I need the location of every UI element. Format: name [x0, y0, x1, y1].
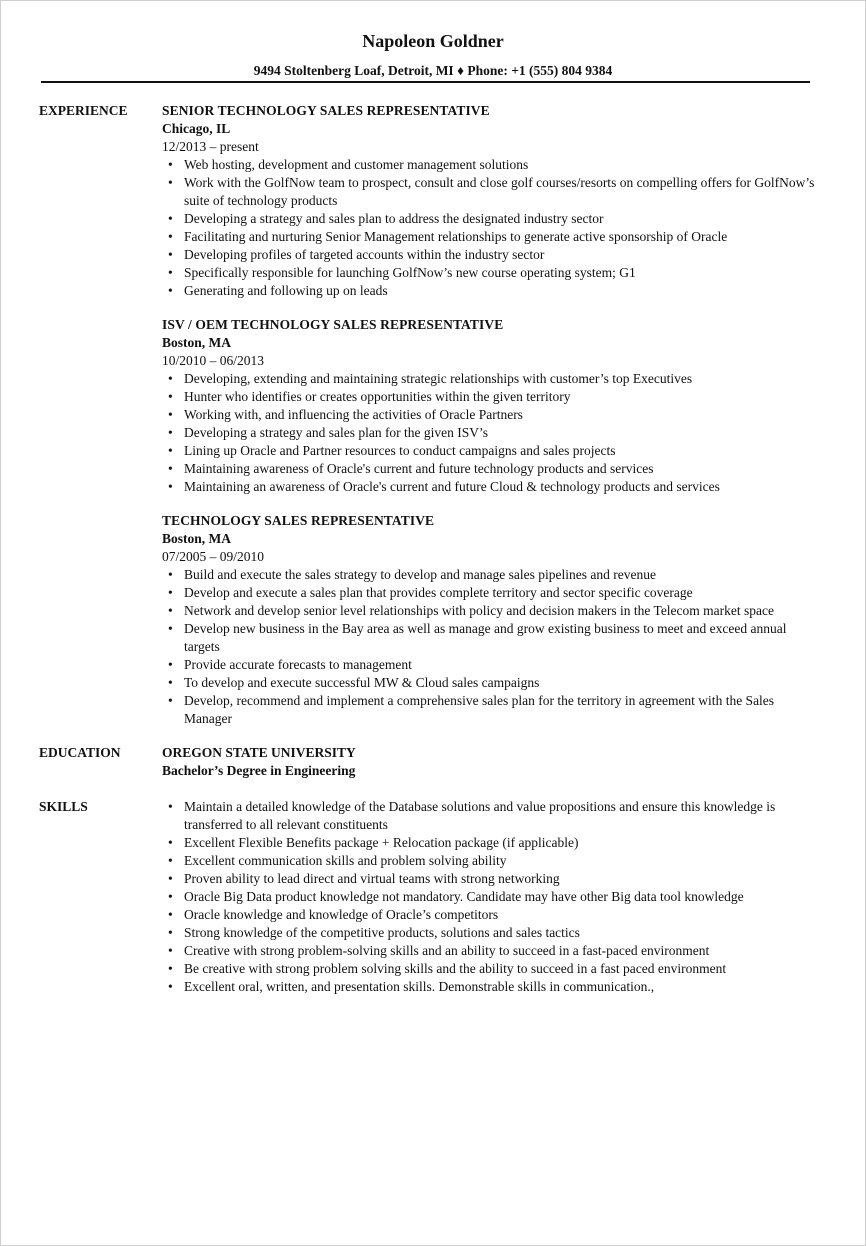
skill-item: • Excellent Flexible Benefits package + Relocation package (if applicable): [162, 834, 822, 852]
bullet-item: • Developing, extending and maintaining strategic relationships with customer’s top Executives: [162, 370, 822, 388]
job-entry: [162, 316, 822, 496]
skill-item: • Oracle knowledge and knowledge of Oracle’s competitors: [162, 906, 822, 924]
experience-heading: EXPERIENCE: [39, 103, 128, 118]
contact-line: 9494 Stoltenberg Loaf, Detroit, MI ♦ Phone: +1 (555) 804 9384: [253, 63, 613, 78]
bullet-item: • Develop new business in the Bay area as well as manage and grow existing business to meet and exceed annual targets: [162, 620, 822, 656]
school-name: OREGON STATE UNIVERSITY: [162, 745, 356, 760]
skills-body: [162, 798, 822, 996]
bullet-item: • Specifically responsible for launching GolfNow’s new course operating system; G1: [162, 264, 822, 282]
bullet-item: • Hunter who identifies or creates opportunities within the given territory: [162, 388, 822, 406]
job-entry: [162, 512, 822, 728]
job-dates: 07/2005 – 09/2010: [162, 549, 265, 564]
job-title: ISV / OEM TECHNOLOGY SALES REPRESENTATIVE: [162, 317, 504, 332]
skill-item: • Creative with strong problem-solving skills and an ability to succeed in a fast-paced environment: [162, 942, 822, 960]
skills-section: [1, 798, 865, 996]
job-bullets: [162, 370, 822, 496]
job-location: Boston, MA: [162, 335, 232, 350]
bullet-item: • Develop, recommend and implement a comprehensive sales plan for the territory in agreement with the Sales Manager: [162, 692, 822, 728]
degree: Bachelor’s Degree in Engineering: [162, 763, 356, 778]
job-location: Boston, MA: [162, 531, 232, 546]
experience-section: [1, 102, 865, 728]
skill-item: • Excellent communication skills and problem solving ability: [162, 852, 822, 870]
job-bullets: [162, 566, 822, 728]
bullet-item: • To develop and execute successful MW & Cloud sales campaigns: [162, 674, 822, 692]
skill-item: • Proven ability to lead direct and virtual teams with strong networking: [162, 870, 822, 888]
job-title: TECHNOLOGY SALES REPRESENTATIVE: [162, 513, 435, 528]
bullet-item: • Lining up Oracle and Partner resources to conduct campaigns and sales projects: [162, 442, 822, 460]
skill-item: • Strong knowledge of the competitive products, solutions and sales tactics: [162, 924, 822, 942]
skills-list: [162, 798, 822, 996]
education-body: [162, 744, 822, 780]
experience-body: [162, 102, 822, 728]
bullet-item: • Provide accurate forecasts to management: [162, 656, 822, 674]
job-title: SENIOR TECHNOLOGY SALES REPRESENTATIVE: [162, 103, 490, 118]
bullet-item: • Working with, and influencing the activities of Oracle Partners: [162, 406, 822, 424]
bullet-item: • Maintaining an awareness of Oracle's current and future Cloud & technology products and services: [162, 478, 822, 496]
bullet-item: • Facilitating and nurturing Senior Management relationships to generate active sponsorship of Oracle: [162, 228, 822, 246]
skills-heading: SKILLS: [39, 799, 88, 814]
bullet-item: • Developing profiles of targeted accounts within the industry sector: [162, 246, 822, 264]
resume-content: [1, 102, 865, 996]
candidate-name: Napoleon Goldner: [362, 31, 504, 51]
job-dates: 10/2010 – 06/2013: [162, 353, 265, 368]
job-location: Chicago, IL: [162, 121, 231, 136]
header-divider: [41, 81, 810, 83]
bullet-item: • Develop and execute a sales plan that provides complete territory and sector specific coverage: [162, 584, 822, 602]
bullet-item: • Network and develop senior level relationships with policy and decision makers in the Telecom market space: [162, 602, 822, 620]
bullet-item: • Work with the GolfNow team to prospect, consult and close golf courses/resorts on compelling offers for GolfNow’s suite of technology products: [162, 174, 822, 210]
bullet-item: • Maintaining awareness of Oracle's current and future technology products and services: [162, 460, 822, 478]
skill-item: • Be creative with strong problem solving skills and the ability to succeed in a fast paced environment: [162, 960, 822, 978]
skill-item: • Maintain a detailed knowledge of the Database solutions and value propositions and ensure this knowledge is transferred to all relevant constituents: [162, 798, 822, 834]
bullet-item: • Developing a strategy and sales plan to address the designated industry sector: [162, 210, 822, 228]
bullet-item: • Generating and following up on leads: [162, 282, 822, 300]
bullet-item: • Web hosting, development and customer management solutions: [162, 156, 822, 174]
job-dates: 12/2013 – present: [162, 139, 259, 154]
education-heading: EDUCATION: [39, 745, 121, 760]
education-section: [1, 744, 865, 780]
skill-item: • Excellent oral, written, and presentation skills. Demonstrable skills in communication.,: [162, 978, 822, 996]
skill-item: • Oracle Big Data product knowledge not mandatory. Candidate may have other Big data tool knowledge: [162, 888, 822, 906]
bullet-item: • Build and execute the sales strategy to develop and manage sales pipelines and revenue: [162, 566, 822, 584]
bullet-item: • Developing a strategy and sales plan for the given ISV’s: [162, 424, 822, 442]
job-entry: [162, 102, 822, 300]
job-bullets: [162, 156, 822, 300]
